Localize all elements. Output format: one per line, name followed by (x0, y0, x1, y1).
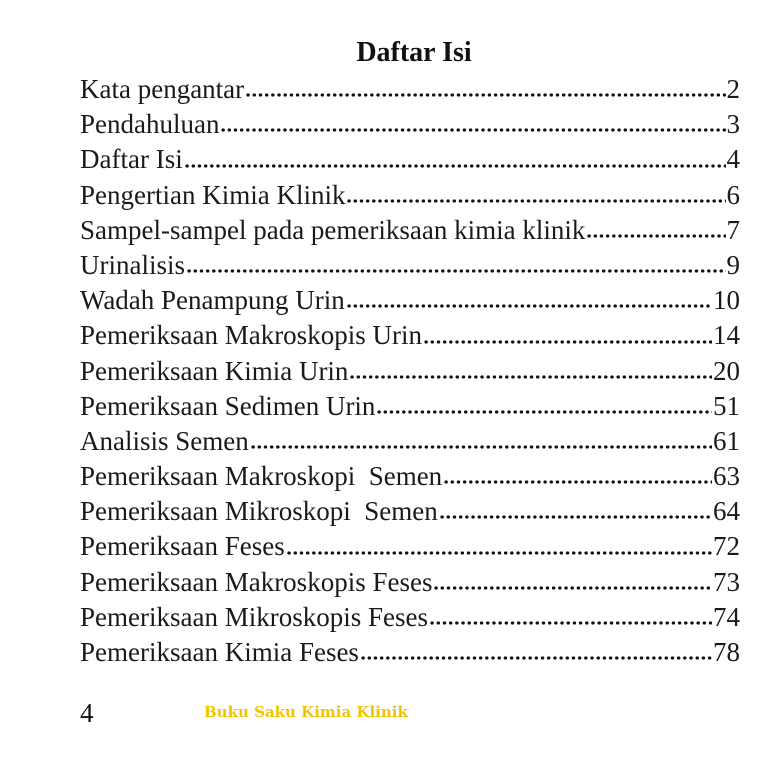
toc-entry-label: Pendahuluan (80, 109, 220, 140)
toc-entry-label: Wadah Penampung Urin (80, 285, 345, 316)
toc-entry-page: 63 (713, 461, 740, 492)
toc-entry-label: Pengertian Kimia Klinik (80, 179, 346, 210)
toc-entry (80, 213, 740, 248)
toc-entry-page: 73 (713, 566, 740, 597)
toc-entry-page: 2 (726, 74, 740, 104)
toc-entry (80, 529, 740, 564)
toc-entry-page: 20 (713, 355, 740, 386)
toc-entry-label: Pemeriksaan Makroskopis Urin (80, 320, 422, 351)
toc-entry-label: Pemeriksaan Mikroskopis Feses (80, 601, 428, 632)
toc-dot-leader (346, 303, 712, 309)
toc-entry-label: Pemeriksaan Mikroskopi Semen (80, 496, 438, 527)
toc-dot-leader (586, 233, 725, 239)
toc-entry (80, 459, 740, 494)
toc-entry-page: 78 (713, 637, 740, 667)
toc-entry (80, 178, 740, 213)
page-number: 4 (80, 698, 94, 728)
toc-entry (80, 494, 740, 529)
toc-dot-leader (429, 620, 712, 626)
toc-entry-label: Daftar Isi (80, 144, 183, 175)
toc-entry-page: 14 (713, 320, 740, 351)
toc-entry (80, 72, 740, 107)
toc-entry-page: 3 (726, 109, 740, 140)
toc-entry-label: Kata pengantar (80, 74, 245, 104)
toc-dot-leader (286, 550, 712, 556)
toc-entry-label: Pemeriksaan Feses (80, 531, 285, 562)
toc-dot-leader (443, 479, 712, 485)
toc-entry (80, 635, 740, 670)
toc-dot-leader (220, 127, 725, 133)
toc-dot-leader (186, 268, 726, 274)
toc-entry (80, 565, 740, 600)
toc-dot-leader (349, 374, 712, 380)
toc-entry-label: Urinalisis (80, 249, 185, 280)
toc-dot-leader (245, 92, 725, 98)
toc-dot-leader (423, 339, 712, 345)
toc-entry (80, 142, 740, 177)
toc-entry-page: 74 (713, 601, 740, 632)
toc-entry (80, 107, 740, 142)
toc-entry-label: Pemeriksaan Kimia Urin (80, 355, 349, 386)
toc-entry-page: 51 (713, 390, 740, 421)
toc-entry (80, 600, 740, 635)
toc-entry-label: Sampel-sampel pada pemeriksaan kimia klinik (80, 214, 586, 245)
toc-dot-leader (439, 514, 712, 520)
toc-entry-page: 64 (713, 496, 740, 527)
toc-dot-leader (346, 198, 725, 204)
toc-entry-label: Pemeriksaan Kimia Feses (80, 637, 359, 667)
toc-entry-label: Pemeriksaan Sedimen Urin (80, 390, 376, 421)
table-of-contents (80, 72, 740, 670)
toc-entry-label: Pemeriksaan Makroskopi Semen (80, 461, 443, 492)
toc-entry-page: 9 (726, 249, 740, 280)
toc-entry (80, 424, 740, 459)
toc-entry (80, 354, 740, 389)
toc-entry-page: 61 (713, 425, 740, 456)
toc-entry (80, 318, 740, 353)
toc-entry-page: 7 (726, 214, 740, 245)
toc-dot-leader (376, 409, 712, 415)
toc-dot-leader (433, 585, 712, 591)
toc-entry-label: Pemeriksaan Makroskopis Feses (80, 566, 433, 597)
toc-entry (80, 389, 740, 424)
toc-dot-leader (184, 163, 726, 169)
toc-dot-leader (250, 444, 712, 450)
toc-entry-label: Analisis Semen (80, 425, 249, 456)
toc-entry-page: 4 (726, 144, 740, 175)
toc-entry-page: 6 (726, 179, 740, 210)
toc-entry-page: 72 (713, 531, 740, 562)
toc-entry (80, 283, 740, 318)
book-title-footer: Buku Saku Kimia Klinik (204, 703, 408, 721)
page-title: Daftar Isi (356, 37, 472, 68)
toc-dot-leader (360, 655, 712, 661)
toc-entry-page: 10 (713, 285, 740, 316)
toc-entry (80, 248, 740, 283)
